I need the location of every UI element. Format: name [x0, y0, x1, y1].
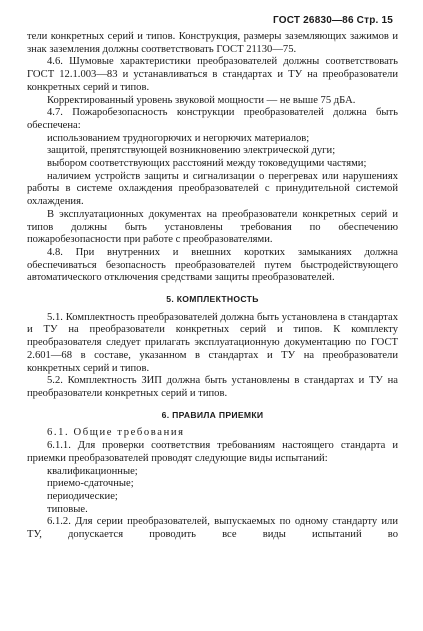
paragraph: тели конкретных серий и типов. Конструкция, размеры заземляющих зажимов и знак заземления должны соответствовать ГОСТ 21130—75. [27, 31, 398, 55]
paragraph-4-8: 4.8. При внутренних и внешних коротких замыканиях должна обеспечиваться безопасность преобразователей путем быстродействующего автоматического отключения средствами защиты преобразователей. [27, 246, 398, 284]
list-item: приемо-сдаточные; [47, 478, 134, 490]
paragraph-4-6: 4.6. Шумовые характеристики преобразователей должны соответствовать ГОСТ 12.1.003—83 и устанавливаться в стандартах и ТУ на преобразователи конкретных серий и типов. [27, 56, 398, 93]
list-item: квалификационные; [47, 465, 138, 477]
list-item: использованием трудногорючих и негорючих материалов; [47, 132, 310, 144]
page-header: ГОСТ 26830—86 Стр. 15 [273, 15, 393, 26]
section-6-title: 6. ПРАВИЛА ПРИЕМКИ [161, 409, 264, 420]
paragraph-4-7: 4.7. Пожаробезопасность конструкции преобразователей должна быть обеспечена: [27, 107, 398, 131]
list-item: типовые. [47, 503, 88, 515]
paragraph-6-1-1: 6.1.1. Для проверки соответствия требованиям настоящего стандарта и приемки преобразователей проводят следующие виды испытаний: [27, 440, 398, 464]
subsection-6-1-title: 6.1. Общие требования [47, 427, 185, 439]
document-body [27, 31, 398, 542]
list-item: выбором соответствующих расстояний между токоведущими частями; [47, 158, 367, 170]
list-item: периодические; [47, 490, 118, 502]
list-item: защитой, препятствующей возникновению электрической дуги; [47, 145, 336, 157]
paragraph-6-1-2: 6.1.2. Для серии преобразователей, выпускаемых по одному стандарту или ТУ, допускается проводить все виды испытаний во [27, 516, 398, 541]
paragraph-5-1: 5.1. Комплектность преобразователей должна быть установлена в стандартах и ТУ на преобразователи конкретных серий и типов. К комплекту преобразователя следует прилагать эксплуатационную документацию по ГОСТ 2.601—68 в составе, указанном в стандартах и ТУ на преобразователи конкретных серий и типов. [27, 311, 398, 374]
paragraph-noise-level: Корректированный уровень звуковой мощности — не выше 75 дБА. [47, 94, 356, 106]
paragraph-operational-docs: В эксплуатационных документах на преобразователи конкретных серий и типов должны быть установлены требования по обеспечению пожаробезопасности при работе с преобразователями. [27, 208, 398, 246]
section-5-title: 5. КОМПЛЕКТНОСТЬ [166, 294, 259, 305]
list-item: наличием устройств защиты и сигнализации о перегревах или нарушениях работы в системе охлаждения преобразователей с принудительной системой охлаждения. [27, 170, 398, 208]
paragraph-5-2: 5.2. Комплектность ЗИП должна быть установлены в стандартах и ТУ на преобразователи конкретных серий и типов. [27, 375, 398, 399]
